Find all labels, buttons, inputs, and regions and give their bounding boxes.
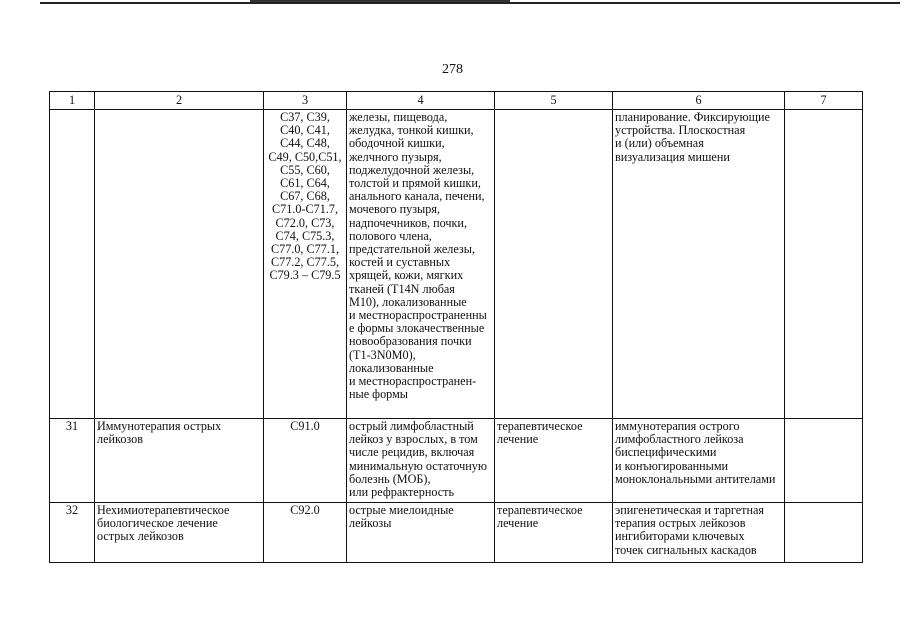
patient-model: острые миелоидные лейкозы [347,503,495,563]
header-col-7: 7 [785,92,863,110]
table-row [50,110,863,419]
patient-model: острый лимфобластный лейкоз у взрослых, в том числе рецидив, включая минимальную остаточную болезнь (МОБ), или рефрактерность [347,419,495,503]
service-name [95,110,264,419]
cost-value [785,503,863,563]
cost-value [785,110,863,419]
service-name: Нехимиотерапевтическое биологическое лечение острых лейкозов [95,503,264,563]
treatment-method: иммунотерапия острого лимфобластного лейкоза биспецифическими и конъюгированными моноклональными антителами [613,419,785,503]
treatment-method: эпигенетическая и таргетная терапия острых лейкозов ингибиторами ключевых точек сигнальных каскадов [613,503,785,563]
table-row [50,503,863,563]
header-col-4: 4 [347,92,495,110]
patient-model: железы, пищевода, желудка, тонкой кишки, ободочной кишки, желчного пузыря, поджелудочной железы, толстой и прямой кишки, анального канала, печени, мочевого пузыря, надпочечников, почки, полового члена, предстательной железы, костей и суставных хрящей, кожи, мягких тканей (Т14N любая М10), локализованные и местнораспространенны е формы злокачественные новообразования почки (Т1-3N0М0), локализованные и местнораспространен- ные формы [347,110,495,419]
icd-codes: С37, С39, С40, С41, С44, С48, С49, С50,С51, С55, С60, С61, С64, С67, С68, С71.0-С71.7, С72.0, С73, С74, С75.3, С77.0, С77.1, С77.2, С77.5, С79.3 – С79.5 [264,110,347,419]
header-col-5: 5 [495,92,613,110]
scan-top-mark [250,0,510,2]
icd-codes: С92.0 [264,503,347,563]
treatment-type [495,110,613,419]
page-number: 278 [442,62,463,77]
header-col-2: 2 [95,92,264,110]
row-number: 31 [50,419,95,503]
service-name: Иммунотерапия острых лейкозов [95,419,264,503]
services-table [49,91,863,563]
header-col-6: 6 [613,92,785,110]
row-number: 32 [50,503,95,563]
cost-value [785,419,863,503]
header-col-1: 1 [50,92,95,110]
table-header-row [50,92,863,110]
scan-top-border [40,2,900,4]
row-number [50,110,95,419]
header-col-3: 3 [264,92,347,110]
treatment-method: планирование. Фиксирующие устройства. Плоскостная и (или) объемная визуализация мишени [613,110,785,419]
table-row [50,419,863,503]
treatment-type: терапевтическое лечение [495,503,613,563]
treatment-type: терапевтическое лечение [495,419,613,503]
icd-codes: С91.0 [264,419,347,503]
